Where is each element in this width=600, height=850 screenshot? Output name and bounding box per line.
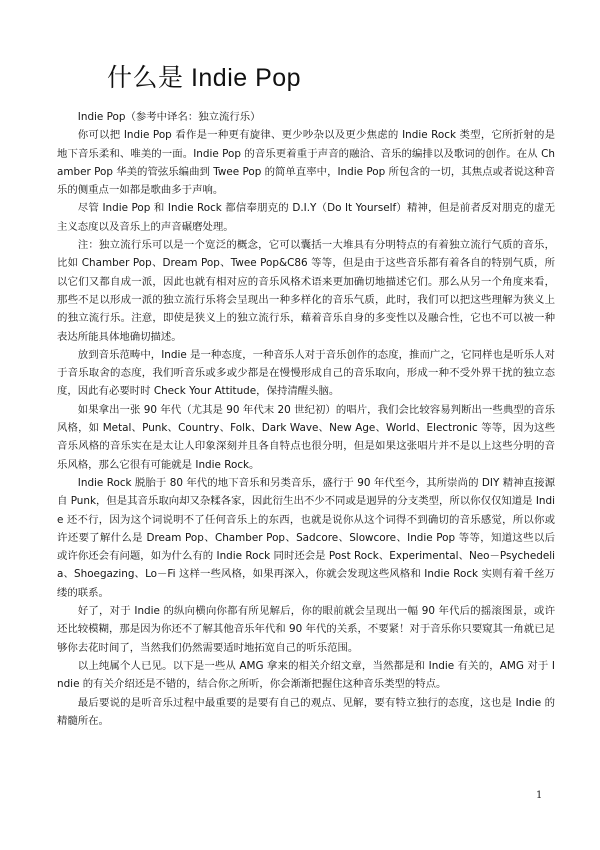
body-paragraph: 以上纯属个人已见。以下是一些从 AMG 拿来的相关介绍文章，当然都是和 Indie 有关的，AMG 对于 Indie 的有关介绍还是不错的，结合你之所听，你会渐渐把握住这种音乐类型的特点。 <box>57 659 555 691</box>
body-paragraph: 如果拿出一张 90 年代（尤其是 90 年代末 20 世纪初）的唱片，我们会比较容易判断出一些典型的音乐风格，如 Metal、Punk、Country、Folk、Dark Wave、New Age、World、Electronic 等等，因为这些音乐风格的音乐实在是太让人印象深刻并且各自特点也很分明，但是如果这张唱片并不是以上这些分明的音乐风格，那么它很有可能就是 Indie Rock。 <box>57 403 555 471</box>
body-paragraph: 最后要说的是听音乐过程中最重要的是要有自己的观点、见解，要有特立独行的态度，这也是 Indie 的精髓所在。 <box>57 696 555 727</box>
page-title: 什么是 Indie Pop <box>107 64 302 92</box>
body-paragraph: 注：独立流行乐可以是一个宽泛的概念，它可以囊括一大堆具有分明特点的有着独立流行气质的音乐，比如 Chamber Pop、Dream Pop、Twee Pop&C86 等等，但是由于这些音乐都有着各自的特别气质，所以它们又都自成一派，因此也就有相对应的音乐风格术语来更加确切地描述它们。那么从另一个角度来看，那些不足以形成一派的独立流行乐将会呈现出一种多样化的音乐气质，此时，我们可以把这些理解为狭义上的独立流行乐。注意，即使是狭义上的独立流行乐，藉着音乐自身的多变性以及融合性，它也不可以被一种表达所能具体地确切描述。 <box>57 239 555 343</box>
body-paragraph: 你可以把 Indie Pop 看作是一种更有旋律、更少吵杂以及更少焦虑的 Indie Rock 类型，它所折射的是地下音乐柔和、唯美的一面。Indie Pop 的音乐更着重于声音的融洽、音乐的编排以及歌词的创作。在从 Chamber Pop 华美的管弦乐编曲到 Twee Pop 的简单直率中，Indie Pop 所包含的一切，其焦点或者说这种音乐的侧重点一如都是歌曲多于声响。 <box>57 129 555 197</box>
subtitle-paragraph: Indie Pop（参考中译名：独立流行乐） <box>77 111 261 123</box>
body-paragraph: Indie Rock 脱胎于 80 年代的地下音乐和另类音乐，盛行于 90 年代至今，其所崇尚的 DIY 精神直接源自 Punk，但是其音乐取向却又杂糅各家，因此衍生出不少不同或是迥异的分支类型，所以你仅仅知道是 Indie 还不行，因为这个词说明不了任何音乐上的东西，也就是说你从这个词得不到确切的音乐感觉，所以你或许还要了解什么是 Dream Pop、Chamber Pop、Sadcore、Slowcore、Indie Pop 等等，知道这些以后或许你还会有问题，如为什么有的 Indie Rock 同时还会是 Post Rock、Experimental、Neo－Psychedelia、Shoegazing、Lo－Fi 这样一些风格，如果再深入，你就会发现这些风格和 Indie Rock 实则有着千丝万缕的联系。 <box>57 476 555 599</box>
document-body <box>57 108 555 730</box>
page-number: 1 <box>536 790 543 801</box>
body-paragraph: 好了，对于 Indie 的纵向横向你都有所见解后，你的眼前就会呈现出一幅 90 年代后的摇滚图景，或许还比较模糊，那是因为你还不了解其他音乐年代和 90 年代的关系，不要紧！对于音乐你只要窥其一角就已足够你去花时间了，当然我们仍然需要适时地拓宽自己的听乐范围。 <box>57 605 555 654</box>
body-paragraph: 尽管 Indie Pop 和 Indie Rock 都信奉朋克的 D.I.Y（Do It Yourself）精神，但是前者反对朋克的虚无主义态度以及音乐上的声音碾磨处理。 <box>57 202 555 233</box>
body-paragraph: 放到音乐范畴中，Indie 是一种态度，一种音乐人对于音乐创作的态度，推而广之，它同样也是听乐人对于音乐取舍的态度，我们听音乐或多或少都是在慢慢形成自己的音乐取向，形成一种不受外界干扰的独立态度，因此有必要时时 Check Your Attitude，保持清醒头脑。 <box>57 348 555 398</box>
